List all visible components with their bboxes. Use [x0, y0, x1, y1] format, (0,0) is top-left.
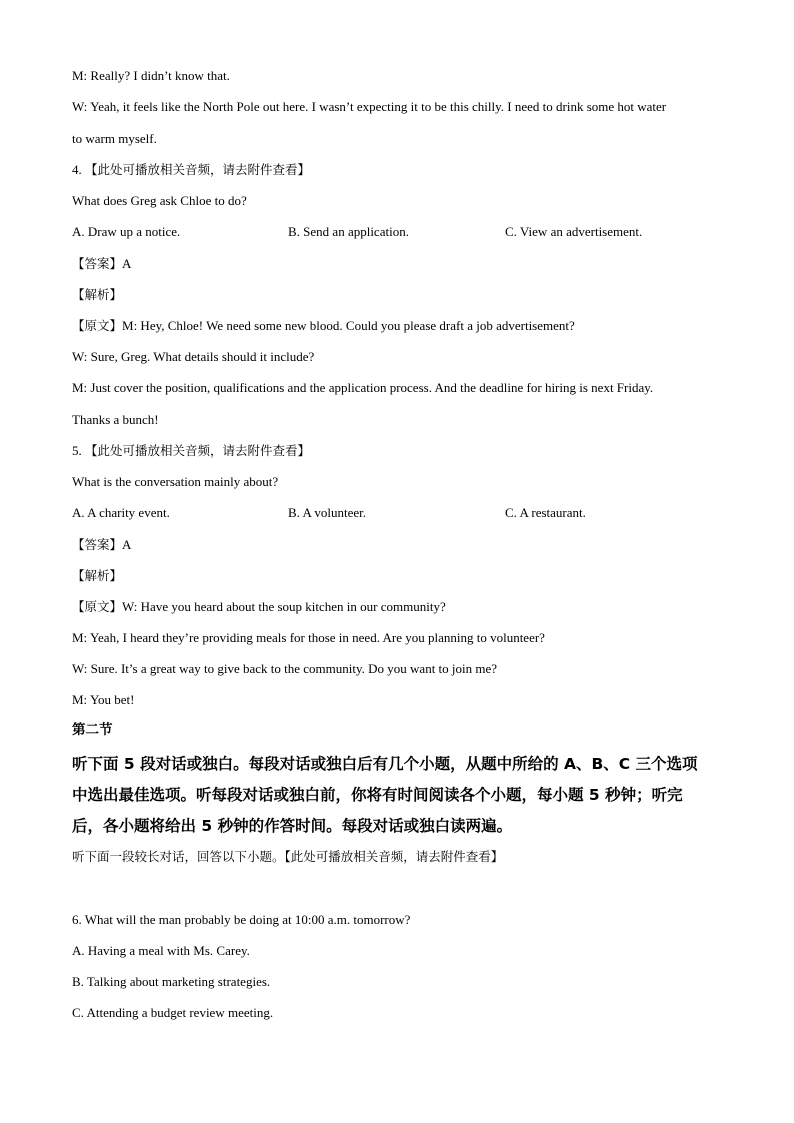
transcript-line: M: Yeah, I heard they’re providing meals for those in need. Are you planning to volunteer? [72, 630, 545, 645]
transcript-text: W: Have you heard about the soup kitchen in our community? [122, 599, 446, 614]
option-b: B. Talking about marketing strategies. [72, 974, 271, 989]
question-4-text: What does Greg ask Chloe to do? [72, 193, 247, 208]
analysis-label: 【解析】 [72, 568, 123, 583]
option-b: B. A volunteer. [288, 505, 366, 520]
dialogue-line: W: Yeah, it feels like the North Pole out here. I wasn’t expecting it to be this chilly. I need to drink some hot water [72, 99, 667, 114]
section-instruction: 听下面 5 段对话或独白。每段对话或独白后有几个小题，从题中所给的 A、B、C 三个选项 [72, 755, 698, 773]
answer-line [72, 256, 131, 272]
transcript-label: 【原文】 [72, 599, 123, 614]
answer-line [72, 537, 131, 553]
question-number: 5. [72, 443, 82, 458]
transcript-label: 【原文】 [72, 318, 123, 333]
option-c: C. A restaurant. [505, 505, 586, 520]
audio-note[interactable]: 【此处可播放相关音频，请去附件查看】 [85, 162, 311, 177]
transcript-line: M: You bet! [72, 692, 135, 707]
transcript-line: Thanks a bunch! [72, 412, 159, 427]
transcript-line: M: Just cover the position, qualifications and the application process. And the deadline for hiring is next Friday. [72, 380, 654, 395]
option-a: A. Draw up a notice. [72, 224, 181, 239]
option-c: C. Attending a budget review meeting. [72, 1005, 274, 1020]
section-instruction: 后，各小题将给出 5 秒钟的作答时间。每段对话或独白读两遍。 [72, 817, 513, 835]
dialogue-line: to warm myself. [72, 131, 157, 146]
transcript-line: W: Sure. It’s a great way to give back to the community. Do you want to join me? [72, 661, 498, 676]
transcript-line [72, 318, 575, 334]
answer-value: A [122, 256, 132, 271]
answer-label: 【答案】 [72, 537, 123, 552]
option-a: A. Having a meal with Ms. Carey. [72, 943, 250, 958]
transcript-text: M: Hey, Chloe! We need some new blood. Could you please draft a job advertisement? [122, 318, 575, 333]
option-b: B. Send an application. [288, 224, 409, 239]
option-a: A. A charity event. [72, 505, 170, 520]
transcript-line: W: Sure, Greg. What details should it include? [72, 349, 315, 364]
section-instruction: 中选出最佳选项。听每段对话或独白前，你将有时间阅读各个小题，每小题 5 秒钟；听完 [72, 786, 683, 804]
question-5-header [72, 443, 310, 459]
listen-note[interactable]: 听下面一段较长对话，回答以下小题。【此处可播放相关音频，请去附件查看】 [72, 849, 504, 864]
question-4-header [72, 162, 310, 178]
audio-note[interactable]: 【此处可播放相关音频，请去附件查看】 [85, 443, 311, 458]
question-5-text: What is the conversation mainly about? [72, 474, 279, 489]
question-6-text: 6. What will the man probably be doing at 10:00 a.m. tomorrow? [72, 912, 411, 927]
answer-value: A [122, 537, 132, 552]
answer-label: 【答案】 [72, 256, 123, 271]
question-number: 4. [72, 162, 82, 177]
dialogue-line: M: Really? I didn’t know that. [72, 68, 230, 83]
analysis-label: 【解析】 [72, 287, 123, 302]
section-title: 第二节 [72, 722, 113, 738]
transcript-line [72, 599, 446, 615]
option-c: C. View an advertisement. [505, 224, 643, 239]
